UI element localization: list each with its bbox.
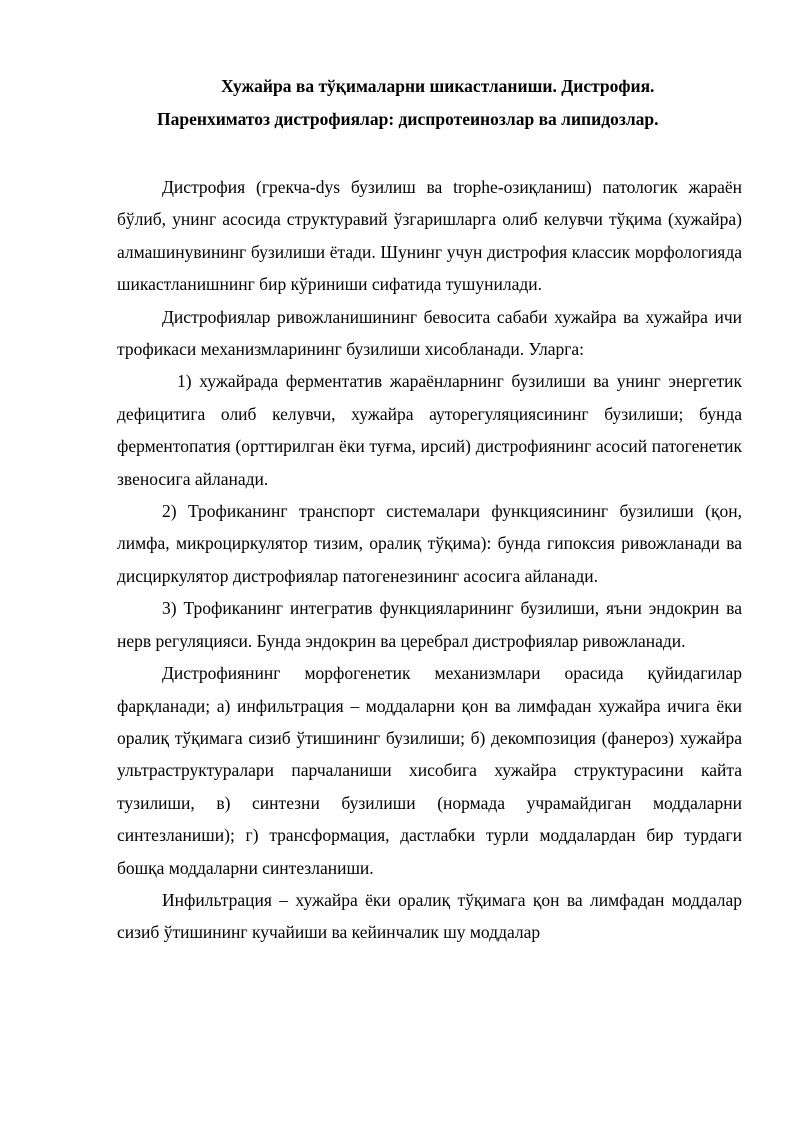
paragraph-cause-2: 2) Трофиканинг транспорт системалари функциясининг бузилиши (қон, лимфа, микроциркулятор тизим, оралиқ тўқима): бунда гипоксия ривожланади ва дисциркулятор дистрофиялар патогенезининг асосига айланади. <box>117 501 742 586</box>
document-body <box>117 171 742 949</box>
paragraph-cause-1: 1) хужайрада ферментатив жараёнларнинг бузилиши ва унинг энергетик дефицитига олиб келувчи, хужайра ауторегуляциясининг бузилиши; бунда ферментопатия (орттирилган ёки туғма, ирсий) дистрофиянинг асосий патогенетик звеносига айланади. <box>117 371 742 489</box>
document-title-line-2: Паренхиматоз дистрофиялар: диспротеинозлар ва липидозлар. <box>157 109 659 129</box>
paragraph-infiltration: Инфильтрация – хужайра ёки оралиқ тўқимага қон ва лимфадан моддалар сизиб ўтишининг кучайиши ва кейинчалик шу моддалар <box>117 889 742 943</box>
paragraph-dystrophy-causes: Дистрофиялар ривожланишининг бевосита сабаби хужайра ва хужайра ичи трофикаси механизмларининг бузилиши хисобланади. Уларга: <box>117 306 742 360</box>
paragraph-cause-3: 3) Трофиканинг интегратив функцияларининг бузилиши, яъни эндокрин ва нерв регуляцияси. Бунда эндокрин ва церебрал дистрофиялар ривожланади. <box>117 598 742 651</box>
paragraph-dystrophy-definition: Дистрофия (грекча-dys бузилиш ва trophe-озиқланиш) патологик жараён бўлиб, унинг асосида структуравий ўзгаришларга олиб келувчи тўқима (хужайра) алмашинувининг бузилиши ётади. Шунинг учун дистрофия классик морфологияда шикастланишнинг бир кўриниши сифатида тушунилади. <box>117 177 742 295</box>
paragraph-morphogenetic-mechanisms: Дистрофиянинг морфогенетик механизмлари орасида қуйидагилар фарқланади; а) инфильтрация – моддаларни қон ва лимфадан хужайра ичига ёки оралиқ тўқимага сизиб ўтишининг бузилиши; б) декомпозиция (фанероз) хужайра ультраструктуралари парчаланиши хисобига хужайра структурасини кайта тузилиши, в) синтезни бузилиши (нормада учрамайдиган моддаларни синтезланиши); г) трансформация, дастлабки турли моддалардан бир турдаги бошқа моддаларни синтезланиши. <box>117 663 742 878</box>
document-title-line-1: Хужайра ва тўқималарни шикастланиши. Дистрофия. <box>221 76 655 96</box>
